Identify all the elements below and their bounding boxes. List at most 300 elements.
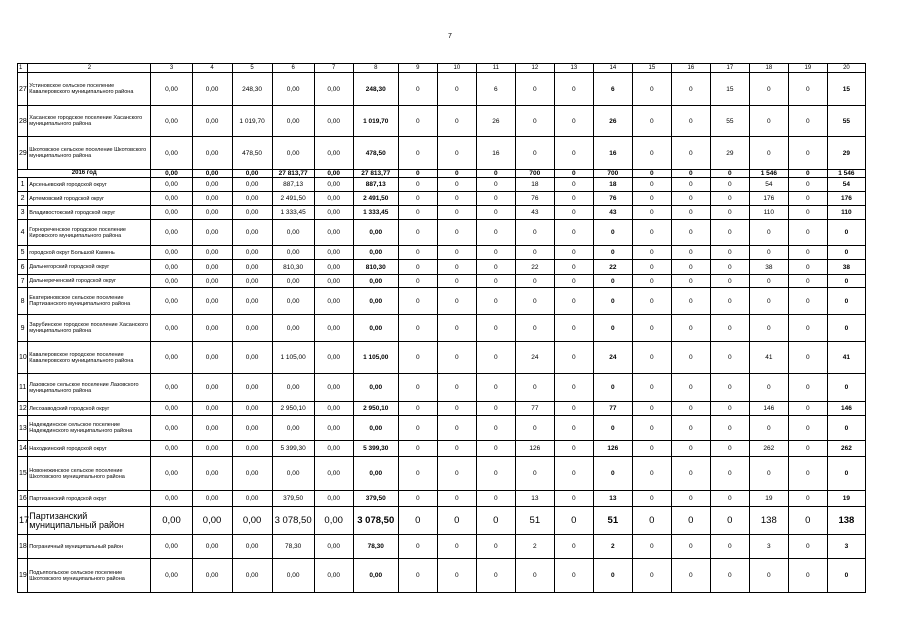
value-cell: 0 [554,260,593,275]
municipality-name: Партизанский городской округ [28,491,151,507]
value-cell: 0 [476,288,515,315]
value-cell: 1 105,00 [272,342,314,374]
municipality-name: Артемовский городской округ [28,192,151,206]
table-row [18,559,866,593]
value-cell: 0 [593,374,632,402]
value-cell: 0 [827,220,865,246]
value-cell: 0 [437,260,476,275]
value-cell: 0 [398,374,437,402]
row-number: 7 [18,275,28,288]
value-cell: 0,00 [232,315,272,342]
value-cell: 262 [827,441,865,457]
value-cell: 0 [476,342,515,374]
row-number: 9 [18,315,28,342]
value-cell: 0 [398,535,437,559]
value-cell: 0 [476,457,515,491]
value-cell: 0 [632,106,671,137]
value-cell: 0,00 [232,535,272,559]
column-header: 14 [593,64,632,73]
value-cell: 0 [671,275,710,288]
table-body [18,64,866,593]
value-cell: 0 [515,220,554,246]
value-cell: 0 [515,315,554,342]
value-cell: 5 399,30 [272,441,314,457]
value-cell: 0,00 [353,315,398,342]
row-number: 17 [18,507,28,535]
value-cell: 0,00 [192,106,232,137]
value-cell: 0 [437,192,476,206]
municipality-name: Новонежинское сельское поселение Шкотовского муниципального района [28,457,151,491]
value-cell: 0,00 [314,441,353,457]
value-cell: 0 [632,275,671,288]
value-cell: 0 [632,416,671,441]
column-header: 12 [515,64,554,73]
value-cell: 0 [749,416,788,441]
municipality-name: Дальнереченский городской округ [28,275,151,288]
value-cell: 478,50 [232,137,272,170]
value-cell: 0 [671,315,710,342]
value-cell: 0 [710,260,749,275]
table-row [18,457,866,491]
value-cell: 0 [437,288,476,315]
value-cell: 379,50 [272,491,314,507]
value-cell: 0 [788,170,827,178]
value-cell: 700 [515,170,554,178]
value-cell: 0,00 [272,374,314,402]
value-cell: 0,00 [232,275,272,288]
value-cell: 0 [710,246,749,260]
value-cell: 0 [827,288,865,315]
value-cell: 810,30 [272,260,314,275]
value-cell: 27 813,77 [272,170,314,178]
value-cell: 0 [554,507,593,535]
value-cell: 0,00 [192,275,232,288]
value-cell: 0 [476,559,515,593]
value-cell: 0 [515,246,554,260]
value-cell: 0 [749,275,788,288]
value-cell: 0 [710,342,749,374]
value-cell: 0 [476,315,515,342]
value-cell: 0,00 [151,192,192,206]
value-cell: 16 [476,137,515,170]
value-cell: 0,00 [151,137,192,170]
value-cell: 126 [593,441,632,457]
value-cell: 0,00 [192,260,232,275]
value-cell: 0 [398,206,437,220]
value-cell: 0 [632,137,671,170]
table-row [18,288,866,315]
value-cell: 0,00 [151,178,192,192]
value-cell: 0 [554,342,593,374]
value-cell: 6 [476,73,515,106]
value-cell: 0 [554,457,593,491]
value-cell: 0 [749,137,788,170]
value-cell: 0 [671,170,710,178]
table-row [18,137,866,170]
value-cell: 146 [749,402,788,416]
value-cell: 0 [671,457,710,491]
value-cell: 0 [554,137,593,170]
column-header: 5 [232,64,272,73]
row-number: 3 [18,206,28,220]
value-cell: 0 [398,73,437,106]
value-cell: 0 [632,192,671,206]
value-cell: 0 [398,315,437,342]
value-cell: 0 [671,416,710,441]
table-row [18,441,866,457]
value-cell: 0 [437,106,476,137]
page-number: 7 [448,33,452,40]
value-cell: 0,00 [314,137,353,170]
table-row [18,220,866,246]
value-cell: 0 [437,275,476,288]
value-cell: 176 [827,192,865,206]
value-cell: 0,00 [353,288,398,315]
municipality-name: Подъяпольское сельское поселение Шкотовского муниципального района [28,559,151,593]
value-cell: 54 [827,178,865,192]
value-cell: 0 [554,178,593,192]
value-cell: 0 [788,559,827,593]
value-cell: 0,00 [314,315,353,342]
value-cell: 0,00 [232,170,272,178]
value-cell: 0,00 [232,342,272,374]
value-cell: 0 [671,342,710,374]
value-cell: 2 [593,535,632,559]
value-cell: 0 [476,220,515,246]
municipality-name: Надеждинское сельское поселение Надеждинского муниципального района [28,416,151,441]
row-number: 8 [18,288,28,315]
value-cell: 0 [437,246,476,260]
value-cell: 379,50 [353,491,398,507]
value-cell: 16 [593,137,632,170]
column-header: 13 [554,64,593,73]
value-cell: 0 [593,220,632,246]
row-number: 13 [18,416,28,441]
value-cell: 0 [671,137,710,170]
value-cell: 18 [593,178,632,192]
value-cell: 0,00 [151,246,192,260]
value-cell: 0 [554,402,593,416]
value-cell: 0,00 [151,457,192,491]
value-cell: 0 [593,416,632,441]
value-cell: 0,00 [353,416,398,441]
value-cell: 0 [827,416,865,441]
value-cell: 0,00 [314,288,353,315]
value-cell: 0 [593,288,632,315]
column-header: 15 [632,64,671,73]
value-cell: 0 [476,192,515,206]
value-cell: 2 950,10 [272,402,314,416]
value-cell: 0 [632,402,671,416]
value-cell: 1 333,45 [353,206,398,220]
value-cell: 0 [554,246,593,260]
value-cell: 0 [710,559,749,593]
value-cell: 24 [593,342,632,374]
value-cell: 22 [593,260,632,275]
value-cell: 0,00 [353,246,398,260]
value-cell: 0 [632,342,671,374]
value-cell: 0 [632,73,671,106]
value-cell: 0,00 [272,73,314,106]
value-cell: 0 [437,137,476,170]
value-cell: 0 [788,192,827,206]
value-cell: 0,00 [192,170,232,178]
value-cell: 0 [749,457,788,491]
value-cell: 0,00 [151,374,192,402]
value-cell: 0 [398,441,437,457]
column-header: 3 [151,64,192,73]
column-header: 19 [788,64,827,73]
value-cell: 0 [671,507,710,535]
value-cell: 0,00 [272,246,314,260]
value-cell: 0,00 [314,106,353,137]
value-cell: 262 [749,441,788,457]
value-cell: 0,00 [272,220,314,246]
value-cell: 0,00 [232,206,272,220]
municipality-name: Владивостокский городской округ [28,206,151,220]
value-cell: 0,00 [272,137,314,170]
value-cell: 0,00 [192,559,232,593]
value-cell: 0 [710,206,749,220]
value-cell: 0 [749,220,788,246]
value-cell: 0 [788,507,827,535]
value-cell: 0 [398,416,437,441]
value-cell: 0,00 [151,220,192,246]
value-cell: 0 [476,206,515,220]
value-cell: 0 [476,260,515,275]
value-cell: 0 [398,559,437,593]
column-header: 10 [437,64,476,73]
value-cell: 887,13 [272,178,314,192]
value-cell: 0 [515,73,554,106]
value-cell: 0,00 [232,416,272,441]
value-cell: 0 [554,315,593,342]
column-header: 7 [314,64,353,73]
value-cell: 0 [710,220,749,246]
value-cell: 26 [593,106,632,137]
value-cell: 0 [515,106,554,137]
value-cell: 19 [749,491,788,507]
value-cell: 0 [437,206,476,220]
value-cell: 248,30 [353,73,398,106]
table-row [18,535,866,559]
value-cell: 0,00 [151,170,192,178]
municipality-name: Дальнегорский городской округ [28,260,151,275]
value-cell: 51 [515,507,554,535]
value-cell: 0,00 [151,315,192,342]
year-row [18,170,866,178]
value-cell: 0,00 [314,491,353,507]
value-cell: 0,00 [232,220,272,246]
value-cell: 0 [398,192,437,206]
value-cell: 0 [788,137,827,170]
value-cell: 2 950,10 [353,402,398,416]
value-cell: 0 [671,535,710,559]
value-cell: 0,00 [314,178,353,192]
value-cell: 0,00 [151,342,192,374]
value-cell: 78,30 [353,535,398,559]
value-cell: 0 [476,441,515,457]
value-cell: 146 [827,402,865,416]
value-cell: 0,00 [192,192,232,206]
value-cell: 0,00 [272,288,314,315]
value-cell: 13 [515,491,554,507]
value-cell: 1 019,70 [353,106,398,137]
value-cell: 3 [827,535,865,559]
value-cell: 0 [632,260,671,275]
value-cell: 0 [476,275,515,288]
value-cell: 0 [671,192,710,206]
value-cell: 0 [476,491,515,507]
value-cell: 41 [749,342,788,374]
value-cell: 0 [398,402,437,416]
value-cell: 0,00 [192,507,232,535]
value-cell: 0 [476,402,515,416]
value-cell: 0 [788,342,827,374]
value-cell: 41 [827,342,865,374]
value-cell: 0 [671,374,710,402]
value-cell: 0 [632,315,671,342]
municipality-name: Хасанское городское поселение Хасанского муниципального района [28,106,151,137]
value-cell: 0 [437,73,476,106]
value-cell: 0 [671,178,710,192]
value-cell: 0 [710,507,749,535]
value-cell: 0 [749,288,788,315]
value-cell: 0,00 [314,342,353,374]
table-row [18,178,866,192]
value-cell: 0 [632,206,671,220]
value-cell: 0 [593,457,632,491]
value-cell: 0 [632,491,671,507]
row-number: 19 [18,559,28,593]
row-number: 2 [18,192,28,206]
table-row [18,106,866,137]
value-cell: 0,00 [151,535,192,559]
value-cell: 0 [398,170,437,178]
value-cell: 0,00 [232,192,272,206]
value-cell: 1 019,70 [232,106,272,137]
value-cell: 0 [788,288,827,315]
value-cell: 0 [827,246,865,260]
value-cell: 0,00 [192,374,232,402]
value-cell: 0 [437,315,476,342]
value-cell: 0 [398,137,437,170]
value-cell: 0 [593,559,632,593]
value-cell: 0 [788,441,827,457]
value-cell: 0 [398,178,437,192]
value-cell: 0 [632,441,671,457]
row-number: 18 [18,535,28,559]
value-cell: 0,00 [151,106,192,137]
value-cell: 43 [515,206,554,220]
value-cell: 0 [632,246,671,260]
value-cell: 0 [437,402,476,416]
value-cell: 0 [710,275,749,288]
column-header: 4 [192,64,232,73]
value-cell: 1 546 [749,170,788,178]
row-number: 27 [18,73,28,106]
value-cell: 0 [554,275,593,288]
value-cell: 0,00 [192,73,232,106]
value-cell: 0 [437,507,476,535]
value-cell: 0 [749,559,788,593]
value-cell: 0 [788,402,827,416]
value-cell: 0,00 [151,507,192,535]
value-cell: 0 [788,73,827,106]
value-cell: 0 [671,260,710,275]
value-cell: 0,00 [151,206,192,220]
value-cell: 0 [398,275,437,288]
value-cell: 0 [398,288,437,315]
value-cell: 0 [476,507,515,535]
value-cell: 0,00 [353,457,398,491]
value-cell: 0 [554,535,593,559]
value-cell: 0,00 [232,374,272,402]
value-cell: 0 [554,288,593,315]
value-cell: 0 [788,260,827,275]
value-cell: 478,50 [353,137,398,170]
value-cell: 2 [515,535,554,559]
value-cell: 0,00 [314,416,353,441]
value-cell: 0 [554,491,593,507]
value-cell: 2 491,50 [272,192,314,206]
value-cell: 0 [827,315,865,342]
value-cell: 0,00 [272,315,314,342]
value-cell: 0 [554,220,593,246]
value-cell: 0 [671,288,710,315]
value-cell: 0 [593,275,632,288]
value-cell: 0,00 [232,491,272,507]
value-cell: 0 [671,402,710,416]
value-cell: 0,00 [232,178,272,192]
table-row [18,507,866,535]
value-cell: 0,00 [272,559,314,593]
value-cell: 1 105,00 [353,342,398,374]
value-cell: 78,30 [272,535,314,559]
table-row [18,402,866,416]
value-cell: 0 [437,491,476,507]
value-cell: 0 [710,170,749,178]
value-cell: 27 813,77 [353,170,398,178]
data-table [17,63,866,593]
value-cell: 0,00 [192,457,232,491]
row-number: 4 [18,220,28,246]
value-cell: 0,00 [232,559,272,593]
value-cell: 29 [710,137,749,170]
value-cell: 0 [788,275,827,288]
value-cell: 0 [632,507,671,535]
value-cell: 0 [710,402,749,416]
row-number: 12 [18,402,28,416]
table-row [18,192,866,206]
table-row [18,491,866,507]
value-cell: 0 [632,457,671,491]
column-header: 17 [710,64,749,73]
value-cell: 0 [398,246,437,260]
value-cell: 0 [710,288,749,315]
municipality-name: Екатериновское сельское поселение Партизанского муниципального района [28,288,151,315]
value-cell: 0 [710,535,749,559]
value-cell: 0 [515,457,554,491]
municipality-name: Кавалеровское городское поселение Кавалеровского муниципального района [28,342,151,374]
table-row [18,315,866,342]
value-cell: 0,00 [272,106,314,137]
value-cell: 0 [788,457,827,491]
value-cell: 0 [749,106,788,137]
value-cell: 0 [437,178,476,192]
value-cell: 0,00 [314,374,353,402]
value-cell: 0 [632,178,671,192]
